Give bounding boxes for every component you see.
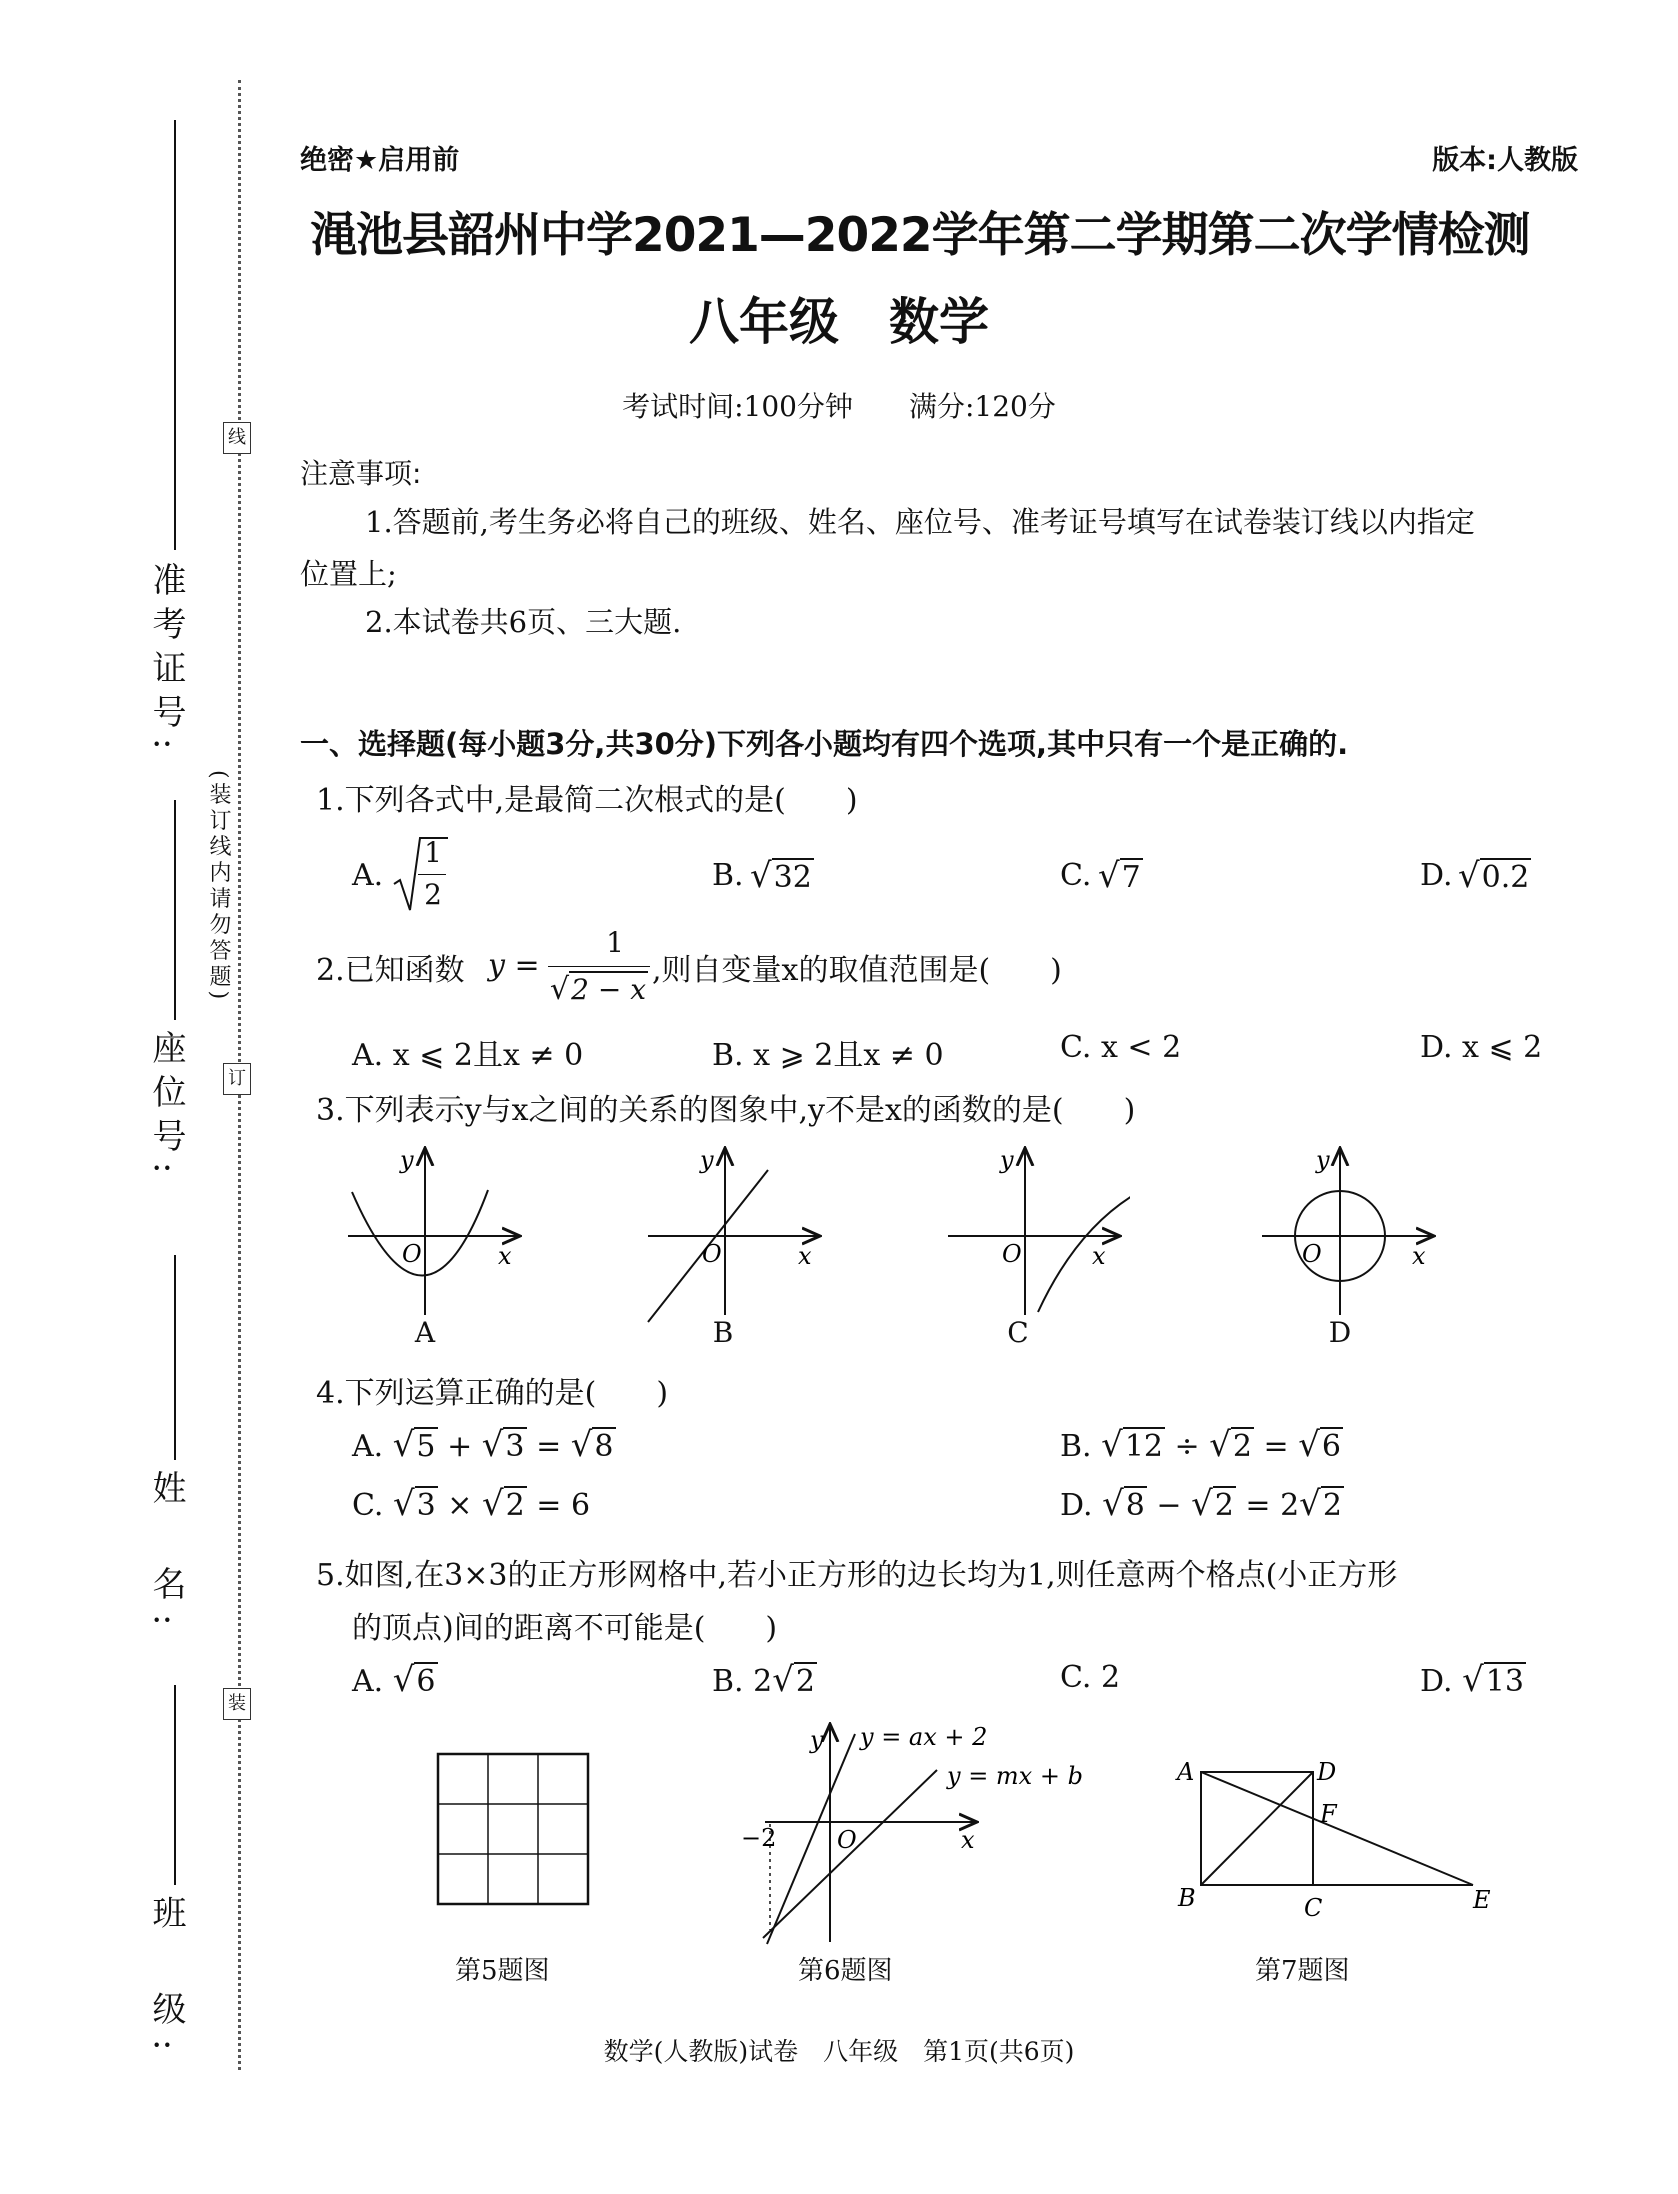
q5-b-value: 2 (795, 1664, 815, 1699)
q4-option-a[interactable]: A. √5 + √3 = √8 (352, 1425, 614, 1465)
fig6-line-m (763, 1770, 937, 1938)
field-banji-label: 班 级: (146, 1895, 186, 2065)
q4-a-label: A. (352, 1429, 384, 1464)
fig6-y-label: y (810, 1726, 824, 1754)
q4-a-v3: 8 (594, 1429, 614, 1464)
q3-d-x-label: x (1412, 1242, 1426, 1270)
q3-d-origin: O (1302, 1240, 1322, 1268)
q5-d-value: 13 (1485, 1664, 1524, 1699)
q3-stem: 3.下列表示y与x之间的关系的图象中,y不是x的函数的是( ) (316, 1093, 1136, 1128)
fig6-eq1: y = ax + 2 (860, 1723, 988, 1751)
q4-d-label: D. (1060, 1488, 1093, 1523)
q3-graph-a[interactable] (340, 1140, 530, 1340)
fig6-eq2: y = mx + b (947, 1762, 1083, 1790)
field-zhunkao-label: 准考证号: (146, 562, 186, 760)
field-xingming-line[interactable] (174, 1255, 176, 1460)
q3-c-curve (1038, 1196, 1130, 1312)
fig7-d: D (1317, 1758, 1337, 1786)
q4-b-label: B. (1060, 1429, 1092, 1464)
q4-a-v2: 3 (505, 1429, 525, 1464)
q4-d-eq: = 2 (1245, 1488, 1300, 1523)
q4-option-b[interactable]: B. √12 ÷ √2 = √6 (1060, 1425, 1341, 1465)
q3-a-x-label: x (498, 1242, 512, 1270)
section1-heading: 一、选择题(每小题3分,共30分)下列各小题均有四个选项,其中只有一个是正确的. (300, 727, 1349, 761)
fig7-b: B (1178, 1884, 1196, 1912)
binding-mark-ding: 订 (223, 1063, 251, 1095)
page-title: 渑池县韶州中学2021—2022学年第二学期第二次学情检测 (310, 208, 1530, 263)
q4-c-v1: 3 (416, 1488, 436, 1523)
fig6-origin: O (837, 1826, 857, 1854)
q2-option-a[interactable]: A. x ⩽ 2且x ≠ 0 (352, 1038, 584, 1073)
q5-b-label: B. 2 (712, 1664, 773, 1699)
binding-mark-zhuang: 装 (223, 1688, 251, 1720)
q1-d-radical: √0.2 (1458, 856, 1530, 896)
q4-d-v1: 8 (1125, 1488, 1145, 1523)
q1-b-value: 32 (773, 860, 812, 895)
fig7-caption: 第7题图 (1255, 1956, 1350, 1986)
q1-a-fraction-bar (418, 874, 446, 875)
q1-a-num: 1 (424, 836, 442, 869)
fig5-grid (436, 1752, 592, 1908)
fig5-caption: 第5题图 (455, 1956, 550, 1986)
q4-option-c[interactable]: C. √3 × √2 = 6 (352, 1484, 591, 1524)
fig7-e: E (1473, 1886, 1491, 1914)
field-xingming-label: 姓 名: (146, 1470, 186, 1640)
page-footer: 数学(人教版)试卷 八年级 第1页(共6页) (603, 2037, 1075, 2066)
notes-item1-cont: 位置上; (300, 557, 397, 591)
q4-b-op: ÷ (1174, 1429, 1200, 1464)
q4-c-label: C. (352, 1488, 384, 1523)
q5-stem: 5.如图,在3×3的正方形网格中,若小正方形的边长均为1,则任意两个格点(小正方形 (316, 1558, 1398, 1593)
q1-a-den: 2 (424, 878, 442, 911)
q4-b-v1: 12 (1124, 1429, 1163, 1464)
q4-stem: 4.下列运算正确的是( ) (316, 1376, 669, 1411)
q4-d-op: − (1156, 1488, 1182, 1523)
q2-option-d[interactable]: D. x ⩽ 2 (1420, 1030, 1543, 1065)
binding-notice: (装订线内请勿答题) (206, 770, 231, 1004)
q3-graph-d[interactable] (1260, 1140, 1440, 1340)
q1-c-value: 7 (1121, 860, 1141, 895)
q5-a-value: 6 (416, 1664, 436, 1699)
q2-y-eq: y = (488, 948, 540, 983)
q3-a-origin: O (402, 1240, 422, 1268)
notes-item1: 1.答题前,考生务必将自己的班级、姓名、座位号、准考证号填写在试卷装订线以内指定 (365, 505, 1475, 539)
fig7-diagonal (1201, 1772, 1313, 1885)
q2-fraction-bar (548, 966, 650, 967)
fig7-line-ae (1201, 1772, 1473, 1885)
q5-d-label: D. (1420, 1664, 1453, 1699)
q4-a-v1: 5 (416, 1429, 436, 1464)
q4-b-eq: = (1263, 1429, 1289, 1464)
q1-c-label: C. (1060, 858, 1092, 893)
q1-b-label: B. (712, 858, 744, 893)
q3-b-x-label: x (798, 1242, 812, 1270)
q5-option-d[interactable]: D. √13 (1420, 1660, 1524, 1700)
q5-stem-cont: 的顶点)间的距离不可能是( ) (352, 1611, 778, 1646)
q2-option-b[interactable]: B. x ⩾ 2且x ≠ 0 (712, 1038, 944, 1073)
q4-d-v3: 2 (1322, 1488, 1342, 1523)
q3-d-y-label: y (1316, 1146, 1330, 1174)
q4-c-eq: = 6 (536, 1488, 591, 1523)
q3-graph-b[interactable] (640, 1140, 830, 1340)
q5-a-label: A. (352, 1664, 384, 1699)
q1-d-label: D. (1420, 858, 1453, 893)
notes-item2: 2.本试卷共6页、三大题. (365, 605, 682, 639)
q4-a-eq: = (536, 1429, 562, 1464)
q2-stem-prefix: 2.已知函数 (316, 953, 465, 988)
q4-c-op: × (447, 1488, 473, 1523)
q2-frac-den: √2 − x (550, 972, 646, 1007)
q2-option-c[interactable]: C. x < 2 (1060, 1030, 1182, 1065)
q3-label-d: D (1328, 1316, 1352, 1349)
fig7-graph (1170, 1758, 1510, 1928)
header-version: 版本:人教版 (1432, 145, 1578, 176)
q2-frac-den-value: 2 − x (571, 973, 646, 1006)
q1-d-value: 0.2 (1481, 860, 1530, 895)
fig6-tick: −2 (741, 1824, 777, 1852)
fig7-a: A (1177, 1758, 1195, 1786)
header-confidential: 绝密★启用前 (300, 145, 460, 176)
q5-option-a[interactable]: A. √6 (352, 1660, 436, 1700)
field-banji-line[interactable] (174, 1685, 176, 1885)
exam-info: 考试时间:100分钟 满分:120分 (622, 390, 1056, 423)
q3-c-x-label: x (1092, 1242, 1106, 1270)
field-zuowei-line[interactable] (174, 800, 176, 1020)
q4-option-d[interactable]: D. √8 − √2 = 2√2 (1060, 1484, 1342, 1524)
q4-c-v2: 2 (505, 1488, 525, 1523)
q3-c-y-label: y (1000, 1146, 1014, 1174)
q3-b-origin: O (702, 1240, 722, 1268)
fig6-x-label: x (961, 1826, 975, 1854)
fig6-caption: 第6题图 (798, 1956, 893, 1986)
binding-mark-xian: 线 (223, 422, 251, 454)
q3-c-origin: O (1002, 1240, 1022, 1268)
q3-label-a: A (414, 1316, 436, 1349)
q5-option-b[interactable]: B. 2√2 (712, 1660, 815, 1700)
fig7-c: C (1304, 1894, 1323, 1922)
notes-heading: 注意事项: (300, 457, 422, 490)
q3-b-y-label: y (700, 1146, 714, 1174)
q5-option-c[interactable]: C. 2 (1060, 1660, 1121, 1695)
fig7-f: F (1320, 1800, 1337, 1828)
q1-b-radical: √32 (750, 856, 812, 896)
q4-b-v2: 2 (1232, 1429, 1252, 1464)
q3-a-y-label: y (400, 1146, 414, 1174)
q1-c-radical: √7 (1098, 856, 1141, 896)
q1-stem: 1.下列各式中,是最简二次根式的是( ) (316, 783, 858, 818)
q4-b-v3: 6 (1321, 1429, 1341, 1464)
q3-label-c: C (1007, 1316, 1029, 1349)
q2-stem-suffix: ,则自变量x的取值范围是( ) (652, 953, 1062, 988)
page-subtitle: 八年级 数学 (689, 293, 989, 351)
field-zuowei-label: 座位号: (146, 1030, 186, 1184)
q4-d-v2: 2 (1214, 1488, 1234, 1523)
q4-a-op: + (447, 1429, 473, 1464)
fig6-graph (725, 1712, 1095, 1952)
q2-frac-num: 1 (606, 926, 624, 959)
q3-graph-c[interactable] (940, 1140, 1130, 1340)
q1-a-label: A. (352, 858, 384, 893)
q3-label-b: B (712, 1316, 734, 1349)
